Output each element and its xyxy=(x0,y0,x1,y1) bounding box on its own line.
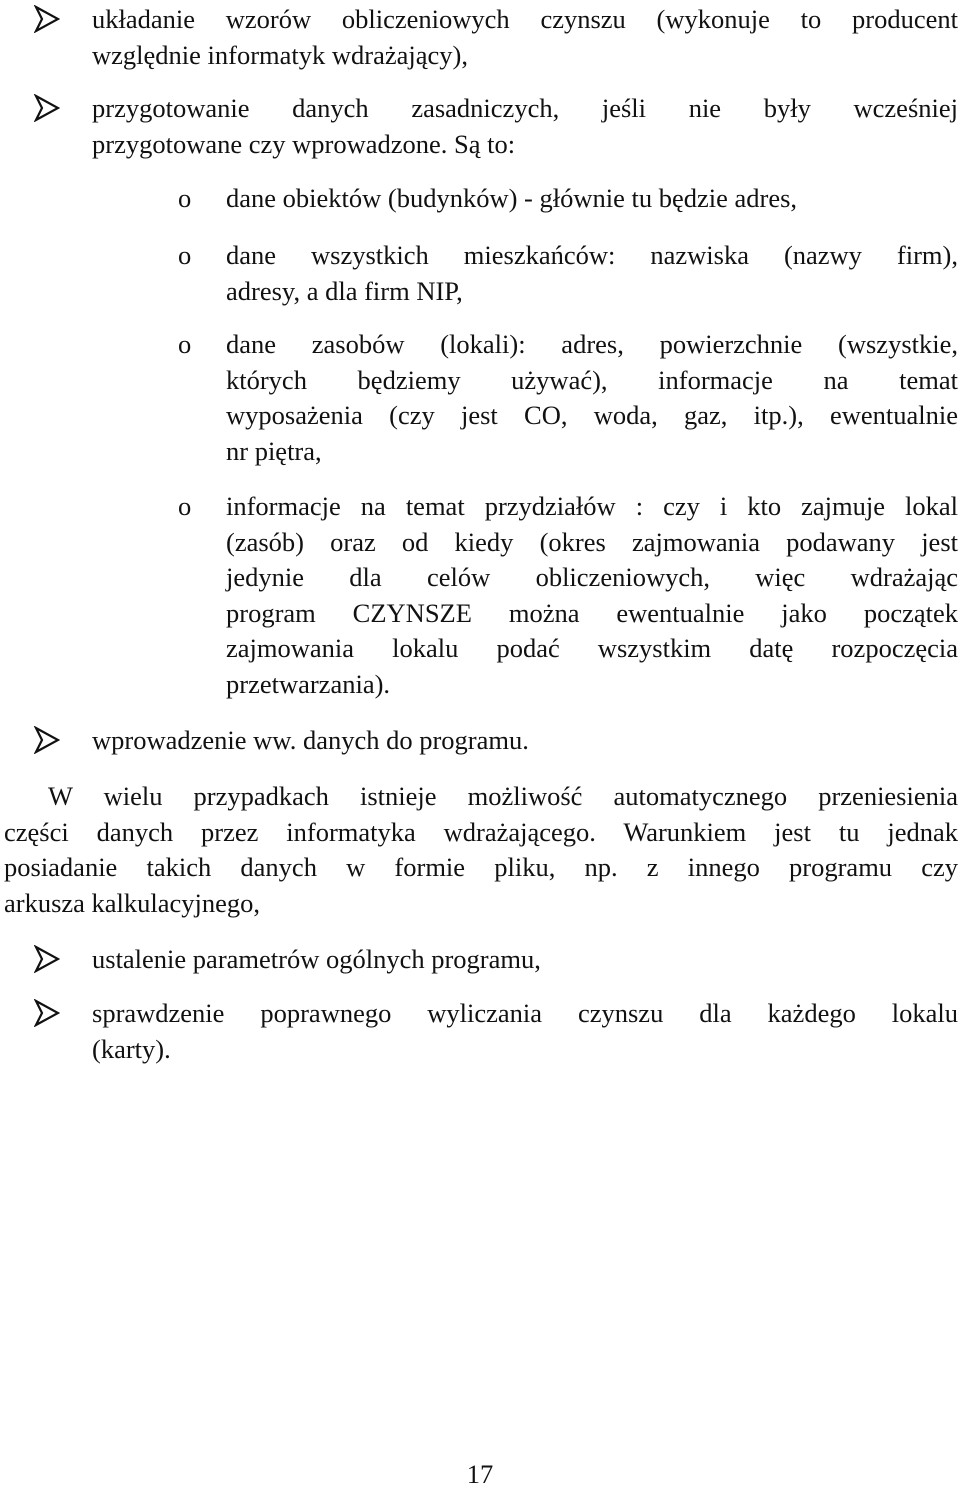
sub-item-text xyxy=(226,489,958,702)
text-line: dane zasobów (lokali): adres, powierzchnie (wszystkie, xyxy=(226,329,958,359)
sub-item-text xyxy=(226,327,958,469)
text-line: dane wszystkich mieszkańców: nazwiska (nazwy firm), xyxy=(226,240,958,270)
text-line: układanie wzorów obliczeniowych czynszu (wykonuje to producent xyxy=(92,4,958,34)
text-line: sprawdzenie poprawnego wyliczania czynszu dla każdego lokalu xyxy=(92,998,958,1028)
text-line: program CZYNSZE można ewentualnie jako początek xyxy=(226,597,958,628)
text-line: ustalenie parametrów ogólnych programu, xyxy=(92,944,541,974)
circle-bullet-icon: o xyxy=(178,240,192,270)
circle-bullet-icon: o xyxy=(178,491,192,521)
arrowhead-bullet-icon xyxy=(34,5,60,33)
text-line: W wielu przypadkach istnieje możliwość automatycznego przeniesienia xyxy=(48,781,958,811)
text-line: których będziemy używać), informacje na temat xyxy=(226,364,958,395)
text-line: posiadanie takich danych w formie pliku, np. z innego programu czy xyxy=(4,852,958,882)
page-number: 17 xyxy=(466,1459,494,1489)
text-line: (zasób) oraz od kiedy (okres zajmowania podawany jest xyxy=(226,526,958,557)
bullet-text xyxy=(92,942,958,978)
bullet-text xyxy=(92,91,958,162)
text-line: przygotowanie danych zasadniczych, jeśli nie były wcześniej xyxy=(92,93,958,123)
sub-item-text xyxy=(226,181,958,217)
circle-bullet-icon: o xyxy=(178,183,192,213)
arrowhead-bullet-icon xyxy=(34,726,60,754)
circle-bullet-icon: o xyxy=(178,329,192,359)
text-line: jedynie dla celów obliczeniowych, więc wdrażając xyxy=(226,562,958,592)
text-line: wprowadzenie ww. danych do programu. xyxy=(92,725,529,755)
text-line: przetwarzania). xyxy=(226,668,391,699)
text-line: przygotowane czy wprowadzone. Są to: xyxy=(92,128,516,159)
sub-item-text xyxy=(226,238,958,309)
text-line: arkusza kalkulacyjnego, xyxy=(4,887,261,918)
text-line: dane obiektów (budynków) - głównie tu będzie adres, xyxy=(226,183,798,213)
text-line: informacje na temat przydziałów : czy i kto zajmuje lokal xyxy=(226,491,958,521)
arrowhead-bullet-icon xyxy=(34,999,60,1027)
arrowhead-bullet-icon xyxy=(34,94,60,122)
text-line: adresy, a dla firm NIP, xyxy=(226,275,463,306)
text-line: względnie informatyk wdrażający), xyxy=(92,39,468,70)
text-line: części danych przez informatyka wdrażającego. Warunkiem jest tu jednak xyxy=(4,816,958,847)
arrowhead-bullet-icon xyxy=(34,945,60,973)
text-line: wyposażenia (czy jest CO, woda, gaz, itp.), ewentualnie xyxy=(226,400,958,430)
text-line: (karty). xyxy=(92,1033,171,1064)
bullet-text xyxy=(92,996,958,1067)
bullet-text xyxy=(92,2,958,73)
text-line: zajmowania lokalu podać wszystkim datę rozpoczęcia xyxy=(226,633,958,663)
bullet-text xyxy=(92,723,958,759)
body-paragraph xyxy=(4,779,958,921)
text-line: nr piętra, xyxy=(226,435,322,466)
